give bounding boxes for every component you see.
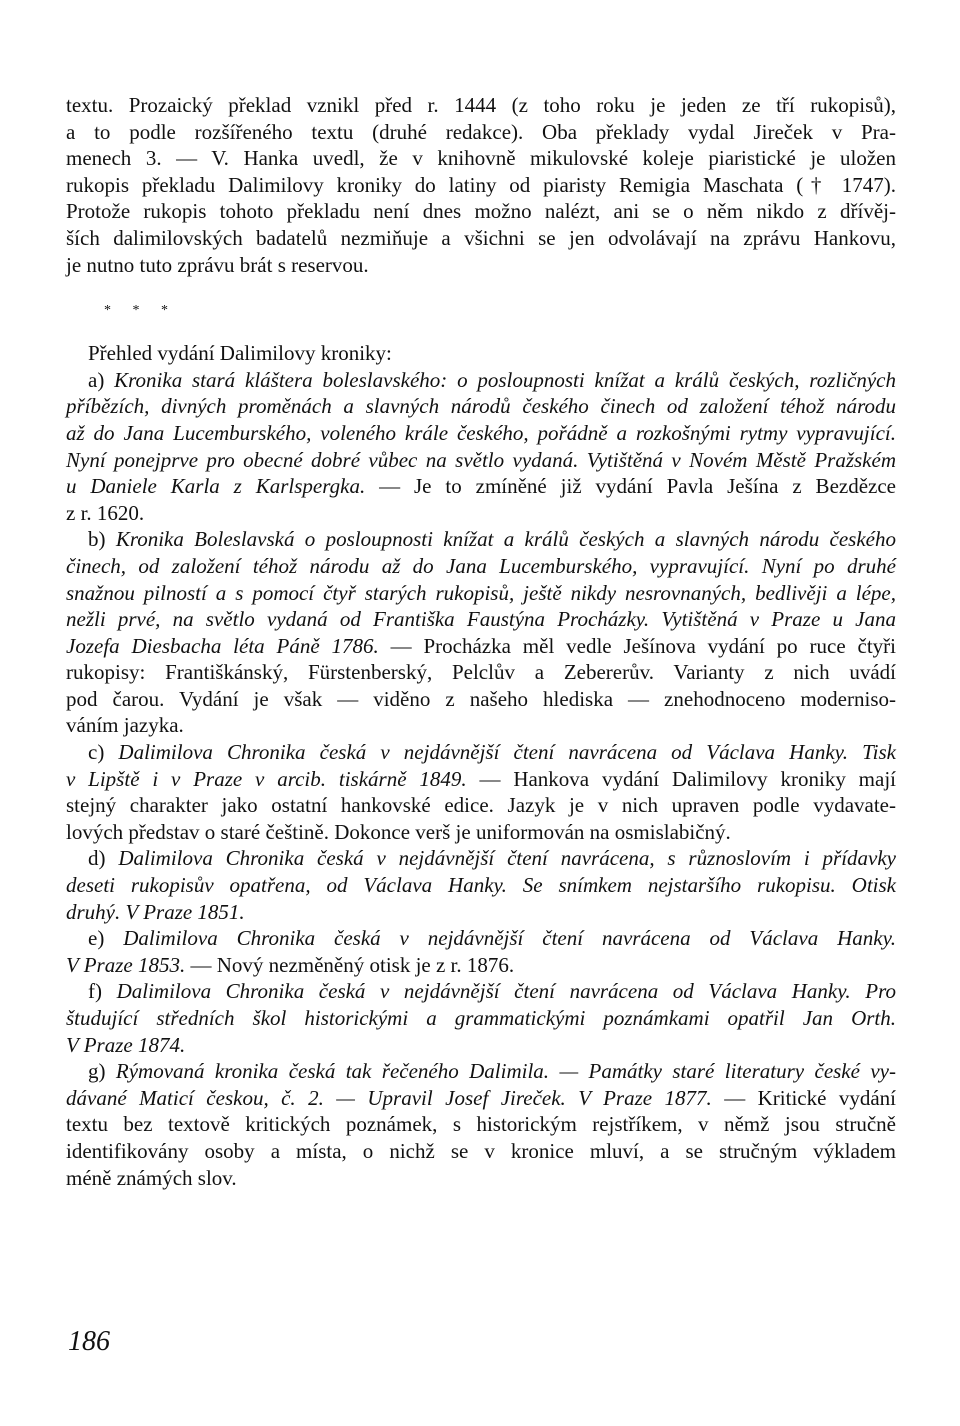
italic-title-text: Dalimilova Chronika česká v nejdávnější čtení navrácena od Václava Hanky. Tisk [118,740,896,765]
italic-title-text: študující středních škol historickými a grammatickými poznámkami opatřil Jan Orth. [66,1006,896,1030]
text-line [66,819,896,846]
italic-title-text: Nyní ponejprve pro obecné dobré vůbec na světlo vydaná. Vytištěná v Novém Městě Pražském [66,447,896,472]
text-line [66,553,896,580]
body-text: z r. 1620. [66,500,145,525]
text-line [66,393,896,420]
text-line: Protože rukopis tohoto překladu není dnes možno nalézt, ani se o něm nikdo z dřívěj- [66,199,896,224]
italic-title-text: Dalimilova Chronika česká v nejdávnější čtení navrácena, s různoslovím i přídavky [118,846,897,871]
text-line: menech 3. — V. Hanka uvedl, že v knihovně mikulovské koleje piaristické je uložen [66,146,896,171]
body-text: lových představ o staré češtině. Dokonce verš je uniformován na osmislabičný. [66,819,731,844]
edition-item-e [66,925,896,978]
page-body [66,92,896,1191]
body-text: — Nový nezměněný otisk je z r. 1876. [185,952,515,977]
body-text: b) [88,527,116,552]
text-line [66,1165,896,1192]
italic-title-text: příbězích, divných proměnách a slavných národů českého činech od založení téhož národu [66,394,896,419]
text-line [66,925,896,952]
text-line [66,792,896,819]
body-text: pod čarou. Vydání je však — viděno z našeho hlediska — znehodnoceno moderniso- [66,686,896,711]
body-text: d) [88,846,119,871]
body-text: — Hankova vydání Dalimilovy kroniky mají [466,766,896,791]
body-text: — Kritické vydání [711,1085,896,1110]
text-line [66,659,896,686]
body-text: váním jazyka. [66,713,184,738]
text-line [66,739,896,766]
italic-title-text: až do Jana Lucemburského, voleného krále českého, pořádně a rozkošnými rytmy vypravující. [66,420,896,445]
body-text: rukopisy: Františkánský, Fürstenberský, Pelclův a Zebererův. Varianty z nich uvádí [66,660,896,685]
italic-title-text: Kronika stará kláštera boleslavského: o posloupnosti knížat a králů českých, rozličných [114,367,896,392]
text-line [66,712,896,739]
text-line [66,526,896,553]
text-line [66,1138,896,1165]
body-text: méně známých slov. [66,1165,237,1190]
italic-title-text: Rýmovaná kronika česká tak řečeného Dalimila. — Památky staré literatury české vy- [115,1059,896,1084]
text-line [66,606,896,633]
edition-item-b [66,526,896,739]
body-text: identifikovány osoby a místa, o nichž se v kronice mluví, a se stručným výkladem [66,1138,896,1163]
text-line [66,899,896,926]
italic-title-text: Dalimilova Chronika česká v nejdávnější čtení navrácena od Václava Hanky. [123,926,896,951]
text-line [66,473,896,500]
section-heading: Přehled vydání Dalimilovy kroniky: [88,341,392,366]
text-line [66,1032,896,1059]
body-text: e) [88,926,124,951]
text-line [66,766,896,793]
page-number: 186 [68,1326,110,1357]
italic-title-text: druhý. V Praze 1851. [66,899,245,924]
text-line [66,500,896,527]
text-line: je nutno tuto zprávu brát s reservou. [66,252,369,277]
text-line [66,1085,896,1112]
text-line [66,447,896,474]
section-separator: * * * [104,303,177,319]
text-line [66,952,896,979]
italic-title-text: nežli prvé, na světlo vydaná od Františka Faustýna Procházky. Vytištěná v Praze u Jana [66,607,896,632]
italic-title-text: dávané Maticí českou, č. 2. — Upravil Josef Jireček. V Praze 1877. [66,1085,712,1110]
text-line [66,845,896,872]
text-line: ších dalimilovských badatelů nezmiňuje a všichni se jen odvolávají na zprávu Hankovu, [66,225,896,250]
edition-item-a [66,367,896,527]
text-line [66,1005,896,1032]
edition-item-d [66,845,896,925]
italic-title-text: u Daniele Karla z Karlspergka. [66,474,366,499]
text-line: rukopis překladu Dalimilovy kroniky do latiny od piaristy Remigia Maschata († 1747). [66,172,896,197]
edition-item-c [66,739,896,845]
italic-title-text: činech, od založení téhož národu až do Jana Lucemburského, vypravující. Nyní po druhé [66,553,896,578]
italic-title-text: V Praze 1874. [66,1032,186,1057]
text-line [66,367,896,394]
body-text: textu bez textově kritických poznámek, s historickým rejstříkem, v němž jsou stručně [66,1112,896,1137]
text-line [66,580,896,607]
text-line [66,978,896,1005]
paragraph-1 [66,92,896,278]
body-text: stejný charakter jako ostatní hankovské edice. Jazyk je v nich upraven podle vydavate- [66,793,896,818]
text-line: a to podle rozšířeného textu (druhé redakce). Oba překlady vydal Jireček v Pra- [66,119,896,144]
text-line [66,872,896,899]
body-text: — Procházka měl vedle Ješínova vydání po ruce čtyři [378,633,896,658]
text-line [66,686,896,713]
italic-title-text: Dalimilova Chronika česká v nejdávnější čtení navrácena od Václava Hanky. Pro [116,979,896,1004]
body-text: c) [88,740,119,765]
italic-title-text: Jozefa Diesbacha léta Páně 1786. [66,633,379,658]
italic-title-text: deseti rukopisův opatřena, od Václava Hanky. Se snímkem nejstaršího rukopisu. Otisk [66,873,896,898]
italic-title-text: Kronika Boleslavská o posloupnosti knížat a králů českých a slavných národu českého [115,527,896,552]
text-line [66,633,896,660]
italic-title-text: V Praze 1853. [66,952,186,977]
edition-item-f [66,978,896,1058]
body-text: a) [88,367,115,392]
italic-title-text: snažnou pilností a s pomocí čtyř starých rukopisů, ještě nikdy nesrovnaných, bedlivěji a lépe, [66,580,896,605]
text-line [66,1111,896,1138]
text-line [66,420,896,447]
body-text: g) [88,1059,116,1084]
text-line: textu. Prozaický překlad vznikl před r. 1444 (z toho roku je jeden ze tří rukopisů), [66,93,896,117]
text-line [66,1058,896,1085]
body-text: — Je to zmíněné již vydání Pavla Ješína z Bezdězce [365,474,896,499]
body-text: f) [88,979,117,1004]
italic-title-text: v Lipště i v Praze v arcib. tiskárně 1849. [66,766,467,791]
edition-item-g [66,1058,896,1191]
